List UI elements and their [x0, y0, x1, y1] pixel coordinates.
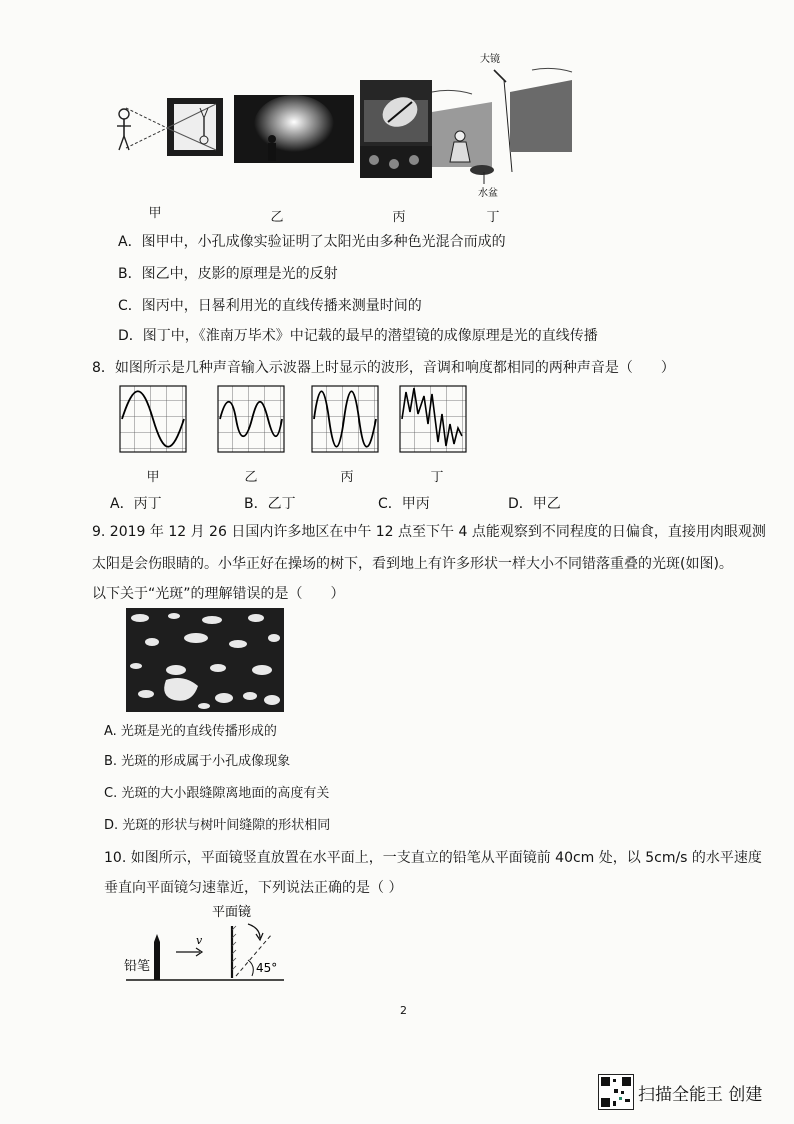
waveform-yi [218, 386, 284, 452]
q7-label-bing: 丙 [392, 210, 406, 225]
waveform-jia [120, 386, 186, 452]
q10-angle-label: 45° [256, 961, 278, 975]
q8-waveforms [118, 384, 478, 456]
q9-option-a: A. 光斑是光的直线传播形成的 [104, 724, 277, 739]
pinhole-camera-illustration [112, 96, 227, 158]
qr-code-icon [598, 1074, 634, 1110]
q8-stem: 8．如图所示是几种声音输入示波器上时显示的波形，音调和响度都相同的两种声音是（ ） [92, 360, 675, 376]
q8-option-a: A．丙丁 [110, 496, 162, 512]
q10-stem-line2: 垂直向平面镜匀速靠近，下列说法正确的是（ ） [104, 880, 403, 896]
periscope-illustration [432, 52, 582, 199]
q9-option-c: C. 光斑的大小跟缝隙离地面的高度有关 [104, 786, 330, 801]
q7-option-a: A．图甲中，小孔成像实验证明了太阳光由多种色光混合而成的 [118, 234, 506, 250]
q7-figure-yi [234, 95, 354, 163]
q10-stem-line1: 10. 如图所示，平面镜竖直放置在水平面上，一支直立的铅笔从平面镜前 40cm 处，以 5cm/s 的水平速度 [104, 850, 762, 866]
q9-stem-line1: 9. 2019 年 12 月 26 日国内许多地区在中午 12 点至下午 4 点能观察到不同程度的日偏食，直接用肉眼观测 [92, 524, 766, 540]
q9-option-d: D. 光斑的形状与树叶间缝隙的形状相同 [104, 818, 331, 833]
q9-stem-line3: 以下关于“光斑”的理解错误的是（ ） [92, 586, 345, 602]
q9-light-spots-photo [126, 608, 284, 712]
scanner-watermark: 扫描全能王 创建 [638, 1085, 763, 1105]
q8-option-d: D．甲乙 [508, 496, 561, 512]
shadow-play-illustration [234, 95, 354, 163]
q8-option-b: B．乙丁 [244, 496, 296, 512]
waveform-ding [400, 386, 466, 452]
q7-figure-bing [360, 80, 432, 178]
light-spots-illustration [126, 608, 284, 712]
q10-mirror-diagram [120, 900, 290, 986]
q7-label-jia: 甲 [148, 206, 162, 221]
q7-label-ding: 丁 [486, 210, 500, 225]
q7-basin-label: 水盆 [478, 188, 498, 199]
pencil-icon [154, 942, 160, 980]
q8-option-c: C．甲丙 [378, 496, 430, 512]
q10-pencil-label: 铅笔 [124, 959, 151, 974]
q7-option-c: C．图丙中，日晷利用光的直线传播来测量时间的 [118, 298, 422, 314]
q7-option-b: B．图乙中，皮影的原理是光的反射 [118, 266, 338, 282]
q8-label-yi: 乙 [244, 470, 258, 485]
q8-label-bing: 丙 [340, 470, 354, 485]
q10-velocity-label: v [196, 934, 203, 947]
page-number: 2 [400, 1004, 407, 1017]
waveform-bing [312, 386, 378, 452]
q7-figure-ding [432, 52, 582, 199]
q9-stem-line2: 太阳是会伤眼睛的。小华正好在操场的树下，看到地上有许多形状一样大小不同错落重叠的光斑(如图)。 [92, 556, 733, 572]
q7-mirror-label: 大镜 [480, 54, 500, 65]
q7-option-d: D．图丁中，《淮南万毕术》中记载的最早的潜望镜的成像原理是光的直线传播 [118, 328, 598, 344]
q10-mirror-label: 平面镜 [212, 905, 252, 920]
q8-label-jia: 甲 [146, 470, 160, 485]
q9-option-b: B. 光斑的形成属于小孔成像现象 [104, 754, 291, 769]
q8-label-ding: 丁 [430, 470, 444, 485]
q7-label-yi: 乙 [270, 210, 284, 225]
sundial-illustration [360, 80, 432, 178]
q7-figure-jia [112, 96, 227, 158]
